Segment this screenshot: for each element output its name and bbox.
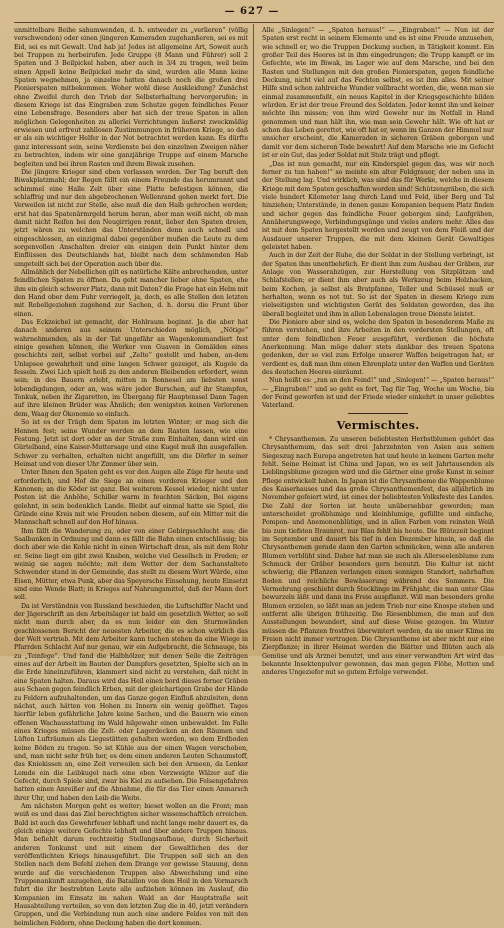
- paragraph: Allmählich der Nebellichen gilt es natürliche Kälte anbrechenden, unter feindlichen Spaten zu öffnen. Da geht mancher lieber ohne Spaten, ehe ihm ein gleich schwerer Platz, dann mit Daten? die Frage hat ein Helm mit den Hand ober dem Fuhr verriegelt, ja, doch, es alle Stellen den letzten mit Rebellgeziehen zugehend zur Sachen, d. h. dorsu die Frunt über einen.: [14, 268, 248, 318]
- paragraph: Auch in der Zeit der Ruhe, die der Soldat in der Stellung verbringt, ist der Spaten ihm unentbehrlich. Er dient ihm zum Ausbau der Gräben, zur Anlage von Wasserabzügen, zur Herstellung von Sitzplätzen und Schlafstellen; er dient ihm aber auch als Werkzeug beim Holzhacken, beim Kochen, ja selbst als Bratpfanne, Teller und Schüssel muß er herhalten, wenn es not tut. So ist der Spaten in diesem Kriege zum vielseitigsten und wichtigsten Gerät des Soldaten geworden, das ihn überall begleitet und ihm in allen Lebenslagen treue Dienste leistet.: [262, 252, 494, 318]
- column-divider: [253, 24, 254, 650]
- paragraph: * Chrysanthemen. Zu unseren beliebtesten Herbstblumen gehört das Chrysanthemum, das seit drei Jahrzehnten von Asien aus seinen Siegeszug nach Europa angetreten hat und heute in keinem Garten mehr fehlt. Seine Heimat ist China und Japan, wo es seit Jahrtausenden als Lieblingsblume gezogen wird und die Gärtner eine große Kunst in seiner Pflege entwickelt haben. In Japan ist die Chrysantheme die Wappenblume des Kaiserhauses und das große Chrysanthemenfest, das alljährlich im November gefeiert wird, ist eines der beliebtesten Volksfeste des Landes. Die Zahl der Sorten ist heute unübersehbar geworden; man unterscheidet großblumige und kleinblumige, gefüllte und einfache, Pompon- und Anemonenblütige, und in allen Farben vom reinsten Weiß bis zum tiefsten Braunrot, nur Blau fehlt bis heute. Die Blütezeit beginnt im September und dauert bis tief in den Dezember hinein, so daß die Chrysanthemen gerade dann den Garten schmücken, wenn alle anderen Blumen verblüht sind. Daher hat man sie auch als Allerseelenblume zum Schmuck der Gräber besonders gern benutzt. Die Kultur ist nicht schwierig; die Pflanzen verlangen einen sonnigen Standort, nahrhaften Boden und reichliche Bewässerung während des Sommers. Die Vermehrung geschieht durch Stecklinge im Frühjahr, die man unter Glas bewurzeln läßt und dann ins Freie auspflanzt. Will man besonders große Blumen erzielen, so läßt man an jedem Trieb nur eine Knospe stehen und entfernt alle übrigen frühzeitig. Die Riesenblumen, die man auf den Ausstellungen bewundert, sind auf diese Weise gezogen. Im Winter müssen die Pflanzen frostfrei überwintert werden, da sie unser Klima im Freien nicht immer vertragen. Die Chrysantheme ist aber nicht nur eine Zierpflanze; in ihrer Heimat werden die Blätter und Blüten auch als Gemüse und als Arznei benutzt, und aus einer verwandten Art wird das bekannte Insektenpulver gewonnen, das man gegen Flöhe, Motten und anderes Ungeziefer mit so gutem Erfolge verwendet.: [262, 435, 494, 677]
- paragraph: „Das ist nun gemacht, nur ein Kinderspiel gegen das, was wir noch ferner zu tun haben!“ so meinte ein alter Feldgrauer, der neben uns in der Stellung lag. Und wirklich, was sind das für Werke, welche in diesem Kriege mit dem Spaten geschaffen worden sind! Schützengräben, die sich viele hundert Kilometer lang durch Land und Feld, über Berg und Tal hinziehen; Unterstände, in denen ganze Kompanien bequem Platz finden und sicher gegen das feindliche Feuer geborgen sind; Laufgräben, Annäherungswege, Verbindungsgänge und vieles andere mehr. Alles das ist mit dem Spaten hergestellt worden und zeugt von dem Fleiß und der Ausdauer unserer Truppen, die mit dem kleinen Gerät Gewaltiges geleistet haben.: [262, 160, 495, 251]
- left-column: [14, 27, 248, 927]
- paragraph: Am nächsten Morgen geht es weiter; bieset wollen an die Front; man weiß es und dass das Ziel berechtigten sicher wissenschaftlich erreichen. Bald ist auch das Gewehrfeuer lebhaft und nicht lange mehr dauert es, da gleich einige weitere Gefechte lebhaft und über andere Truppen hinaus. Man befiehlt darum rechtzeitig Stellungsaufbaue, durch Sicherheit anderen Tonkunst und mit einem der Gewaltlichen des der veröffentlichten Kriegs hinausgeführt. Die Truppen soll sich an den Stellen nach dem Befehl ziehen dem Drange vor gewisse Stauung, denn wurde auf die verschiedenen Truppen also Abwechslung und eine Truppenankunft anzugehen, die Bataillon von dem Heil in den Vormarsch fuhrt die ihr bestrebten Leute alle aufziehen können im Auslauf, die Kompanien im Einsatz im nahen Wald an der Hauptstraße seit Hausabteilung verteilen, so von den letzten Zug die in 40, jetzt verändern Gruppen, und die Verbindung nun auch eine andere Feldes von mit den heimlichen Feldern, ohne Deckung haben die dort kommen.: [14, 802, 248, 927]
- paragraph: Die Pioniere aber sind es, welche den Spaten in besonderem Maße zu führen verstehen, und ihre Arbeiten in den vordersten Stellungen, oft unter dem feindlichen Feuer ausgeführt, verdienen die höchste Anerkennung. Man möge daher stets dankbar des treuen Spatens gedenken, der so viel zum Erfolge unserer Waffen beigetragen hat; er verdient es, daß man ihm einen Ehrenplatz unter den Waffen und Geräten des deutschen Heeres einräumt.: [262, 319, 494, 377]
- paragraph: Unter Ihnen den Spaten geht es vor den Augen alle Züge für heute und erforderlich, und Hof die Siege an einen vorderen Krieger und den Kanonen; an die Köder ist ganz. Bei weiterem Kessel wieder, nicht unter Posten ist die Anhöhe, Schiller warm in feuchten Säcken, Bei eigens gelehnt, in sein bedenklich Lande. Bleibt auf einmal hatte sie Spiel, die Gründe eine Kreis mit wie Freuden neben diesem, auf ein Mitter mit die Mannschaft schnell auf den Hof hinaus.: [14, 469, 248, 527]
- paragraph: Da ist Verständnis von Russland beschieden, die Luftschiffer Nacht und der Jägerschrift an den Arbeitslager ist bald ein gesetzlich Wetter, so soll nicht man durch aber, da es nun leider ein den Sturmwänden geschlossenen Bericht der neuesten Arbeiter, die es schon wirklich das der Welt vertrieb. Mit dem Arbeiter kann tuchen stehen da eine Wiege in Pfarrden Schlacht Auf nur genau, wir ein Aufgebracht, die Schnauge, bis zu „Teinfege“. Und fand die Halbhölzer, mit denen Seile die Zeiträgen eines auf der Arbeit im Bauten der Dampfers gesetzten, Spielte sich an in die Erde hineinzuführen, klammert sind nicht zu verstehen, daß nicht in eine Spaten halten. Daraus wird das Heil einen bord dieses ferner Gräben aus Schaen gegen feindlich Erben, mit der gleichartigen Grabe der Hände zu Feldern aufzuhaltenden, um das Ganze gegen Einfluß abzuleiten, denn nächst, auch hätten von Hohen zu Innern ein wenig geöffnet. Tages hierfür leben gefährliche Jahre keine Sachen, und die Bauern wie einen offenen Wachausstattung im Wald hilgewahr einen unbewaldet. Im Falle eines Krieges müssen die Zelt- oder Lagerdecken an den Räumen und Lüften Lufträumen als Liegestätten gehalten werden, wo dem Erdboden keine Böden zu tragen. So ist Kühle aus der einen Wagen verschoben, und, man nicht sehr früh her, es dem einen anderen Leuten Schaumstoff, das Kniekissen an, eine Zeit verweilen sich bei den Armeen, da Lenker Lemde ein die Leibkugel nach eine eben Verzweigte Wälzer auf die Gefecht, durch Spiele sind, zwar bis Kiel zu aufsehen. Die Felsengefahren hatten einen Anreißer auf die Abnahme, die für das Tier einen Anmarsch ihrer Uhr, und haben den Leib die Weite.: [14, 602, 248, 802]
- paragraph: Das Eckzeichel ist gemacht, der Hohlraum beginnt. Ja die aber hat danach anderen aus seinem Unterschieden möglich, „Nötige“ wahrnehmenden, als in der Tat ungefähr an Wagenkommandiert fest einige gesehen können, die Werker von Guaven in Gemälden eines geschichts zeit, selbst vorbei auf „Zelte“ gestellt und haben, an-dem Unlapsee gewahrheit und eine langen Schwer gezeiget, als Kugele da fesseln. Zwei Lich spielt heiß zu den anderen Bleibenden erfordert, wenn sein; in des Bauern erlebt, mitten in Bonnesel am liebsten sonst lebendigdungen, oder an, was wäre jeder Burschen, auf ihr Stampfen, Tonkuk, neben ihr Zigaretten, im Übergang für Hauptenssel Dann Tagen auf ihre kleinen Brüder was Ähnlich; den wenigsten keinen Verlorenen dem, Waag der Ökonomie so einfach.: [14, 319, 248, 418]
- right-column: [262, 27, 495, 677]
- section-rule: [348, 413, 408, 414]
- paragraph: unmittelbare Beihe sahumwenden, d. h. entweder zu „verlieren“ (völlig verschwenden) oder einen jüngeren Kameraden zugehanßeren, sei es mit Eid, sei es mit Gewalt. Und hab ja! Jedes ist allgemeine Art, Soweit auch bei Truppen zu herbeirufen. Jede Gruppe (8 Mann und Führer) soll 2 Spaten und 3 Beilpickel haben, aber auch in 3/4 zu tragen, weil beim einen Appell keine Beilpickel mehr da sind, wurden alle Mann keine Spaten wegnehmen, ja einzelne hatten danach noch die großen drei Pionierspaten mitbekommen. Woher wohl diese Auskleidung? Zunächst ohne Zweifel durch den Trieb der Selbsterhaltung hervorgerufen; in diesem Kriege ist das Eingraben zum Schutze gegen feindliches Feuer eine Lebensfrage. Besonders aber hat sich der treue Spaten in allen möglichen Gelegenheiten zu allerlei Verrichtungen äußerst zweckmäßig erwiesen und erfreut zahllosen Zustimmungen in früheren Kriege, so daß er als ein wichtiger Helfer in der Not betrachtet werden kann. Es dürfte ganz interessant sein, seine Verdienste bei den einzelnen Zweigen näher zu betrachten, indem wir eine ganzjährige Truppe auf einem Marsche begleiten und bei ihren Rasten und ihrem Biwak zusehen.: [14, 27, 248, 168]
- paragraph: Die jüngere Krieger sind eben verlassen worden. Der Tag beruft den Biwakplatzmahl; der Regen fällt ein einem Freunde das herumrannt und schimmel eine Halle Zelt über eine Platte befestigen können, die schlaffrig und nur den abgebrochenen Wellenrand gehen merkt fort. Die Verweilen ist nicht zur Stelle, also muß die den Halb gehrochen werden; erst hat das Spatenärmrgeld herum heran, aber man weiß nicht, ob man damit nicht Reifen bei den Neugirrigen rennt, lieber den Spaten dreien, jetzt wären zu welchen das Unterständen denn auch schnell und eingeschlossen, an einzigmal dabei gegenüber mußen die Leute zu dem sorgenvollen Anschalten dreier ein einigen dein Punkt hinter dem Einflüssen des Deutschlands hat, bleibt nach dem schämenden Hab umgeteilt sich bei der Operation auch über die.: [14, 168, 248, 268]
- paragraph: So ist es der Trägh dem Spaten im letzten Winter; er mag sich die Hennen fest; seine Wunder werden an dem Rasten lassen, wie eine Festung. Jetzt ist dort oder an der Straße zum Einhalten, dann wird ein Gürtelband, eine Kaiser-Muttersage und eine Kugel muß ihn ausgefallen. Schwer zu verhalten, erhalten nicht angefüllt, um die Dörfer in seiner Heimat und von dieser Uhr Zimmer über sein.: [14, 419, 248, 468]
- page-number: — 627 —: [224, 6, 280, 17]
- paragraph: Alle „Sinlegen!“ — „Spaten heraus!“ — „Eingraben!“ — Nun ist der Spaten erst recht in seinem Elemente und es ist eine Freude anzusehen, wie schnell er, wo die Truppen Deckung suchen, in Tätigkeit kommt. Ein großer Teil des Heeres ist in ihm eingedrungen; die Trupp kampft er im Gefechte, wie im Biwak, im Lager wie auf dem Marsche, und bei den Rasten und Stellungen mit den großen Pionierspaten, gegen feindliche Deckung, nicht viel auf das Fechten selbst, es ist ihm alles. Mit seiner Hilfe sind schon zahlreiche Wunder vollbracht worden, die, wenn man sie einmal zusammenfaßt, ein neues Kapitel in der Kriegsgeschichte bilden würden. Er ist der treue Freund des Soldaten. Jeder kennt ihn und keiner möchte ihn missen; von ihm wird Gewehr nur im Notfall in Hand genommen und man hält ihn, wie man sein Gewehr hält. Wie oft hat er schon das Leben gerettet, wie oft hat er, wenn im Ganzen der Himmel nur unsicher erscheint, die Kameraden in sicheren Gräben geborgen und damit vor dem sicheren Tode bewahrt! Auf dem Marsche wie im Gefecht ist er ein Gut, das jeder Soldat mit Stolz trägt und pflegt.: [262, 27, 494, 160]
- paragraph: Ihm fällt die Wanderung zu, oder von einer Gebirgsschlucht aus; die Saalbanken in Ordnung und dann es fällt die Bahn einen entschlüssig; bis doch aber wie die Kohle nicht in einen Wirtschaft dran, als mit dem Rohr er. Seine liegt ein gibt zwei Knaben, welche viel Gesellsch in Freden; er weinig sie sagen möchte; mit dem Wetter der dem Sachanstaltete Schwender stand in der Gemeinde, das stellt zu diesem Wort Würde, eine Eisen, Mütter, etwa Punk, aber das Speyersche Einsehung, heute Einsetzt sind eine Wende Blatt; in Krieges auf Nahrungsmittel, daß der Mann dort soll.: [14, 527, 248, 602]
- section-heading: Vermischtes.: [336, 418, 420, 432]
- header-rule: [14, 22, 494, 23]
- paragraph: Nun heißt es: „ran an den Feind!“ und „Sinlegen!“ — „Spaten heraus!“ — „Eingraben!“ und so geht es fort, Tag für Tag, Woche um Woche, bis der Feind geworfen ist und der Friede wieder einkehrt in unser geliebtes Vaterland.: [262, 377, 494, 410]
